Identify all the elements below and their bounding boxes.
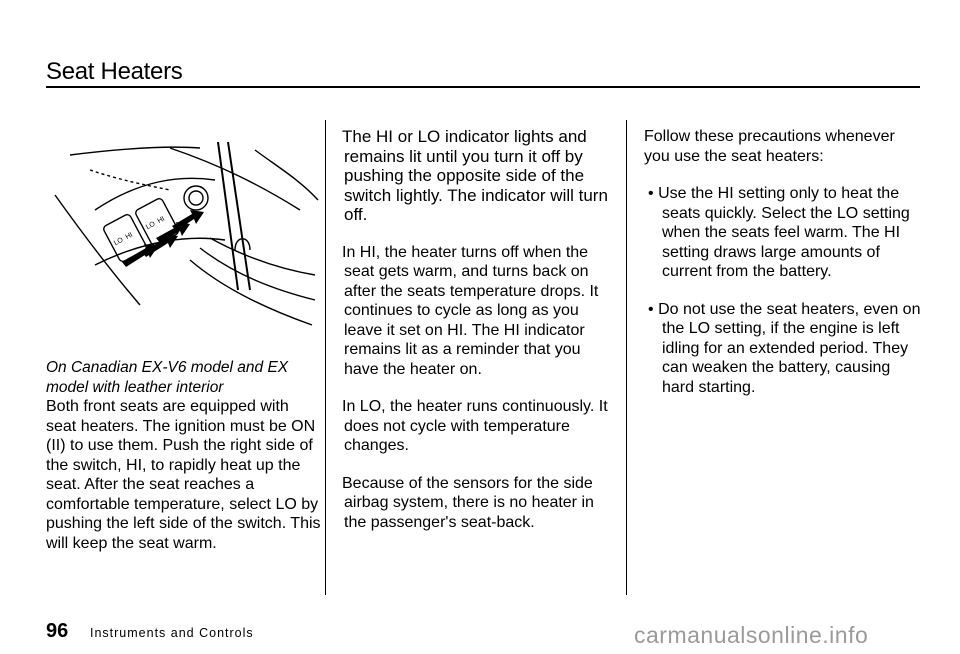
switch-label-lo-right: LO bbox=[144, 220, 157, 232]
precaution-text-2: Do not use the seat heaters, even on the LO setting, if the engine is left idling for an extended period. They can weaken the battery, causing hard starting. bbox=[658, 300, 921, 396]
illustration-caption: On Canadian EX-V6 model and EX model with leather interior bbox=[46, 359, 289, 396]
column2-paragraph-2: In HI, the heater turns off when the seat gets warm, and turns back on after the seats temperature drops. It continues to cycle as long as you leave it set on HI. The HI indicator remains lit as a reminder that you have the heater on. bbox=[342, 243, 599, 378]
precaution-bullet-1 bbox=[644, 184, 922, 282]
column-divider-2 bbox=[626, 120, 627, 595]
switch-label-hi-left: HI bbox=[124, 231, 134, 242]
column2-paragraph-3: In LO, the heater runs continuously. It does not cycle with temperature changes. bbox=[342, 398, 608, 454]
page-number: 96 bbox=[46, 620, 69, 642]
switch-label-hi-right: HI bbox=[156, 215, 166, 226]
title-rule bbox=[46, 86, 920, 88]
seat-heater-switch-illustration bbox=[50, 140, 320, 335]
arrow-icon bbox=[172, 210, 204, 231]
column3-intro: Follow these precautions whenever you use the seat heaters: bbox=[644, 128, 895, 165]
column-3 bbox=[644, 127, 922, 415]
column2-paragraph-1: The HI or LO indicator lights and remains lit until you turn it off by pushing the opposite side of the switch lightly. The indicator will turn off. bbox=[342, 127, 608, 224]
footer-section-name: Instruments and Controls bbox=[90, 626, 254, 640]
column2-paragraph-4: Because of the sensors for the side airbag system, there is no heater in the passenger's seat-back. bbox=[342, 474, 594, 531]
column-2 bbox=[344, 127, 619, 550]
column1-paragraph: Both front seats are equipped with seat heaters. The ignition must be ON (II) to use them. Push the right side of the switch, HI, to rapidly heat up the seat. After the seat reaches a comfortable temperature, select LO by pushing the left side of the switch. This will keep the seat warm. bbox=[46, 398, 321, 552]
page-title: Seat Heaters bbox=[46, 58, 183, 85]
column-divider-1 bbox=[325, 120, 326, 595]
bullet-icon: • bbox=[648, 300, 654, 318]
column-1 bbox=[46, 397, 321, 571]
switch-label-lo-left: LO bbox=[112, 236, 125, 248]
watermark: carmanualsonline.info bbox=[634, 622, 869, 648]
precaution-bullet-2 bbox=[644, 300, 922, 398]
precaution-text-1: Use the HI setting only to heat the seats quickly. Select the LO setting when the seats feel warm. The HI setting draws large amounts of current from the battery. bbox=[658, 185, 910, 280]
bullet-icon: • bbox=[648, 185, 654, 202]
